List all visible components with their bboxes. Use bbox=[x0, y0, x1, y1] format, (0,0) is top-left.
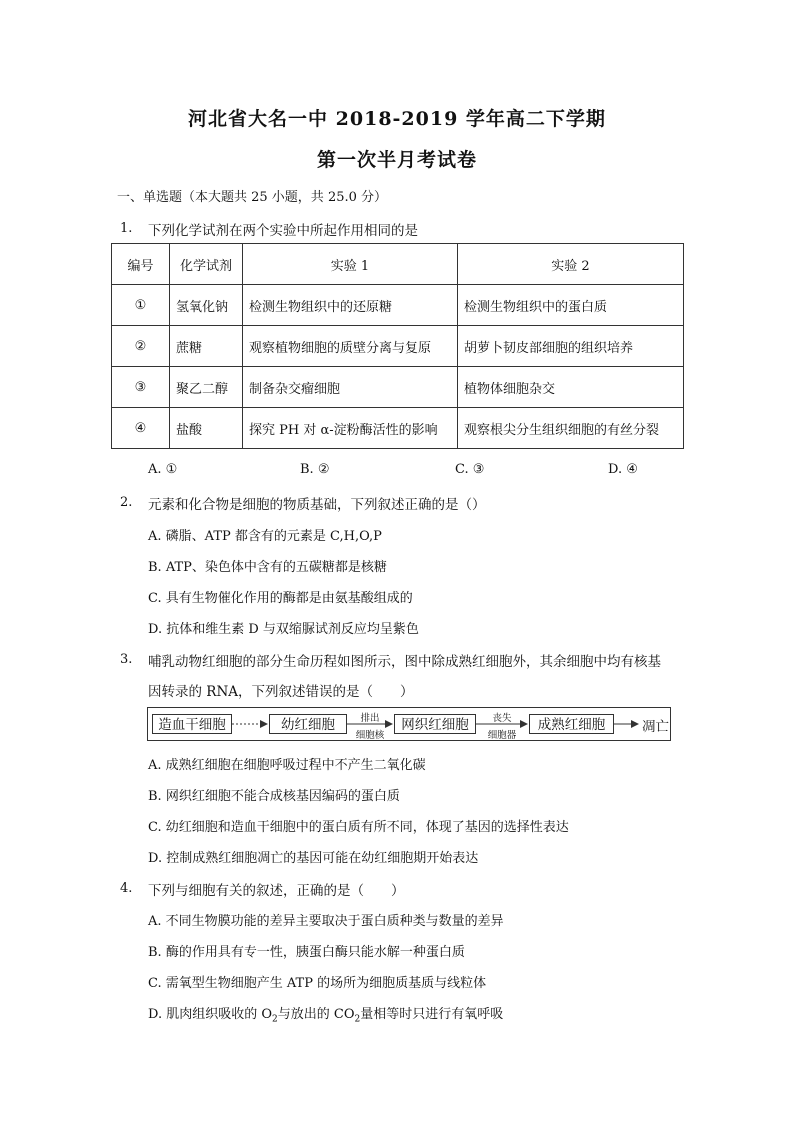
table-cell: 观察根尖分生组织细胞的有丝分裂 bbox=[458, 408, 684, 449]
table-cell: ② bbox=[112, 326, 170, 367]
q4-option-c: C. 需氧型生物细胞产生 ATP 的场所为细胞质基质与线粒体 bbox=[148, 976, 487, 991]
q2-option-a: A. 磷脂、ATP 都含有的元素是 C,H,O,P bbox=[148, 529, 382, 544]
q3-option-c: C. 幼红细胞和造血干细胞中的蛋白质有所不同，体现了基因的选择性表达 bbox=[148, 820, 569, 835]
table-header-cell: 化学试剂 bbox=[170, 244, 243, 285]
stage-erythroblast: 幼红细胞 bbox=[269, 714, 347, 734]
table-cell: ③ bbox=[112, 367, 170, 408]
q3-option-b: B. 网织红细胞不能合成核基因编码的蛋白质 bbox=[148, 789, 400, 804]
stage-hematopoietic-stem-cell: 造血干细胞 bbox=[152, 714, 232, 734]
table-cell: 检测生物组织中的还原糖 bbox=[243, 285, 458, 326]
o2-subscript: 2 bbox=[272, 1014, 278, 1025]
q2-option-c: C. 具有生物催化作用的酶都是由氨基酸组成的 bbox=[148, 591, 413, 606]
q1-number: 1. bbox=[120, 221, 133, 236]
table-cell: 观察植物细胞的质壁分离与复原 bbox=[243, 326, 458, 367]
q3-number: 3. bbox=[120, 652, 133, 667]
q3-option-d: D. 控制成熟红细胞凋亡的基因可能在幼红细胞期开始表达 bbox=[148, 851, 479, 866]
table-header-cell: 实验 1 bbox=[243, 244, 458, 285]
q2-option-d: D. 抗体和维生素 D 与双缩脲试剂反应均呈紫色 bbox=[148, 622, 419, 637]
stage-mature-erythrocyte: 成熟红细胞 bbox=[529, 714, 614, 734]
table-cell: 植物体细胞杂交 bbox=[458, 367, 684, 408]
q2-text: 元素和化合物是细胞的物质基础，下列叙述正确的是（） bbox=[148, 497, 486, 513]
table-header-cell: 编号 bbox=[112, 244, 170, 285]
q1-choice-b: B. ② bbox=[300, 462, 330, 477]
q4-option-d bbox=[148, 1003, 503, 1025]
q4-option-b: B. 酶的作用具有专一性，胰蛋白酶只能水解一种蛋白质 bbox=[148, 945, 465, 960]
q4-option-d-part2: 与放出的 CO bbox=[277, 1007, 355, 1022]
q1-text: 下列化学试剂在两个实验中所起作用相同的是 bbox=[148, 223, 418, 239]
table-header-row bbox=[112, 244, 684, 285]
q2-option-b: B. ATP、染色体中含有的五碳糖都是核糖 bbox=[148, 560, 387, 575]
co2-subscript: 2 bbox=[354, 1014, 361, 1025]
table-row bbox=[112, 326, 684, 367]
table-cell: ④ bbox=[112, 408, 170, 449]
stage-apoptosis: 凋亡 bbox=[642, 719, 669, 735]
q4-text: 下列与细胞有关的叙述，正确的是（ ） bbox=[148, 883, 405, 899]
table-header-cell: 实验 2 bbox=[458, 244, 684, 285]
q3-diagram bbox=[147, 707, 671, 741]
table-cell: 蔗糖 bbox=[170, 326, 243, 367]
arrow-3-top-label: 丧失 bbox=[492, 713, 512, 724]
q3-text-line1: 哺乳动物红细胞的部分生命历程如图所示，图中除成熟红细胞外，其余细胞中均有核基 bbox=[148, 654, 661, 670]
q1-choice-d: D. ④ bbox=[608, 462, 638, 477]
table-cell: 胡萝卜韧皮部细胞的组织培养 bbox=[458, 326, 684, 367]
q4-option-d-part1: D. 肌肉组织吸收的 O bbox=[148, 1007, 273, 1022]
table-cell: 聚乙二醇 bbox=[170, 367, 243, 408]
q4-option-d-part3: 量相等时只进行有氧呼吸 bbox=[360, 1007, 504, 1022]
table-row bbox=[112, 285, 684, 326]
table-cell: 制备杂交瘤细胞 bbox=[243, 367, 458, 408]
table-row bbox=[112, 367, 684, 408]
arrow-3-bottom-label: 细胞器 bbox=[487, 730, 517, 741]
table-cell: 氢氧化钠 bbox=[170, 285, 243, 326]
table-cell: 检测生物组织中的蛋白质 bbox=[458, 285, 684, 326]
q3-text-line2: 因转录的 RNA，下列叙述错误的是（ ） bbox=[148, 684, 414, 700]
arrow-2-bottom-label: 细胞核 bbox=[355, 730, 385, 741]
q1-table bbox=[111, 243, 684, 449]
title-line2: 第一次半月考试卷 bbox=[316, 149, 477, 171]
stage-reticulocyte: 网织红细胞 bbox=[394, 714, 476, 734]
table-cell: 探究 PH 对 α-淀粉酶活性的影响 bbox=[243, 408, 458, 449]
q4-number: 4. bbox=[120, 881, 133, 896]
table-row bbox=[112, 408, 684, 449]
arrow-2-top-label: 排出 bbox=[360, 713, 380, 724]
section-heading: 一、单选题（本大题共 25 小题，共 25.0 分） bbox=[117, 190, 388, 205]
q4-option-a: A. 不同生物膜功能的差异主要取决于蛋白质种类与数量的差异 bbox=[148, 914, 504, 929]
title-line1: 河北省大名一中 2018-2019 学年高二下学期 bbox=[188, 108, 606, 130]
q2-number: 2. bbox=[120, 495, 133, 510]
q3-option-a: A. 成熟红细胞在细胞呼吸过程中不产生二氧化碳 bbox=[148, 758, 426, 773]
q1-choice-c: C. ③ bbox=[455, 462, 485, 477]
table-cell: 盐酸 bbox=[170, 408, 243, 449]
table-cell: ① bbox=[112, 285, 170, 326]
q1-choice-a: A. ① bbox=[148, 462, 178, 477]
